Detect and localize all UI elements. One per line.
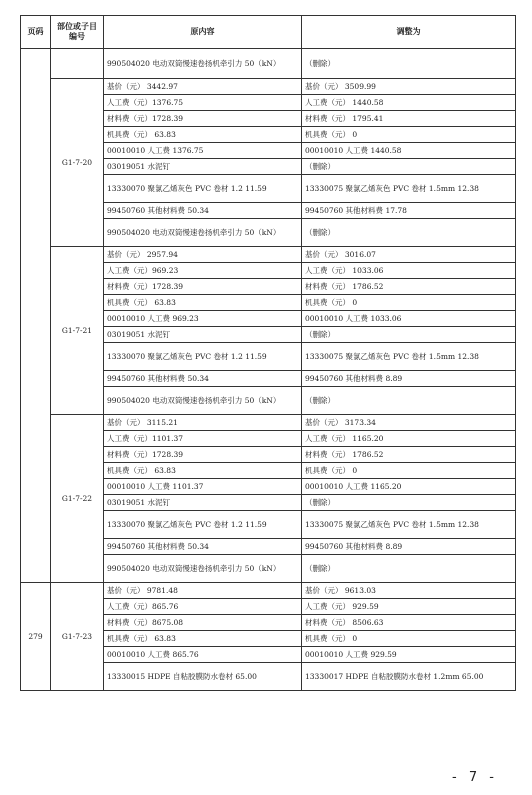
page-number: - 7 - (452, 770, 498, 785)
original-cell: 基价（元） 9781.48 (104, 583, 302, 599)
code-cell: G1-7-20 (51, 79, 104, 247)
adjusted-cell: 材料费（元） 8506.63 (302, 615, 516, 631)
adjusted-cell: （删除） (302, 327, 516, 343)
original-cell: 00010010 人工费 969.23 (104, 311, 302, 327)
original-cell: 基价（元） 3442.97 (104, 79, 302, 95)
original-cell: 00010010 人工费 1101.37 (104, 479, 302, 495)
table-body (21, 49, 516, 691)
original-cell: 03019051 水泥钉 (104, 159, 302, 175)
original-cell: 99450760 其他材料费 50.34 (104, 203, 302, 219)
original-cell: 机具费（元） 63.83 (104, 127, 302, 143)
code-cell: G1-7-22 (51, 415, 104, 583)
adjusted-cell: 13330075 聚氯乙烯灰色 PVC 卷材 1.5mm 12.38 (302, 511, 516, 539)
code-cell: G1-7-21 (51, 247, 104, 415)
adjusted-cell: 99450760 其他材料费 8.89 (302, 539, 516, 555)
adjusted-cell: 99450760 其他材料费 17.78 (302, 203, 516, 219)
table-row (21, 247, 516, 263)
original-cell: 机具费（元） 63.83 (104, 295, 302, 311)
adjusted-cell: 人工费（元） 1165.20 (302, 431, 516, 447)
adjusted-cell: 人工费（元） 1033.06 (302, 263, 516, 279)
adjusted-cell: 人工费（元） 929.59 (302, 599, 516, 615)
adjusted-cell: 基价（元） 9613.03 (302, 583, 516, 599)
original-cell: 机具费（元） 63.83 (104, 631, 302, 647)
header-page: 页码 (21, 16, 51, 49)
original-cell: 13330070 聚氯乙烯灰色 PVC 卷材 1.2 11.59 (104, 343, 302, 371)
adjusted-cell: 材料费（元） 1786.52 (302, 279, 516, 295)
adjusted-cell: 00010010 人工费 1033.06 (302, 311, 516, 327)
code-cell: G1-7-23 (51, 583, 104, 691)
adjusted-cell: 机具费（元） 0 (302, 295, 516, 311)
header-original: 原内容 (104, 16, 302, 49)
original-cell: 990504020 电动双筒慢速卷扬机牵引力 50（kN） (104, 49, 302, 79)
adjusted-cell: 00010010 人工费 1165.20 (302, 479, 516, 495)
original-cell: 99450760 其他材料费 50.34 (104, 371, 302, 387)
adjusted-cell: 基价（元） 3509.99 (302, 79, 516, 95)
original-cell: 材料费（元）1728.39 (104, 111, 302, 127)
adjusted-cell: 00010010 人工费 1440.58 (302, 143, 516, 159)
adjusted-cell: 13330075 聚氯乙烯灰色 PVC 卷材 1.5mm 12.38 (302, 343, 516, 371)
adjusted-cell: （删除） (302, 555, 516, 583)
original-cell: 990504020 电动双筒慢速卷扬机牵引力 50（kN） (104, 219, 302, 247)
adjusted-cell: 材料费（元） 1795.41 (302, 111, 516, 127)
page-cell: 279 (21, 583, 51, 691)
adjusted-cell: 13330017 HDPE 自粘胶膜防水卷材 1.2mm 65.00 (302, 663, 516, 691)
original-cell: 机具费（元） 63.83 (104, 463, 302, 479)
adjusted-cell: 基价（元） 3173.34 (302, 415, 516, 431)
table-row (21, 415, 516, 431)
adjusted-cell: 13330075 聚氯乙烯灰色 PVC 卷材 1.5mm 12.38 (302, 175, 516, 203)
original-cell: 基价（元） 2957.94 (104, 247, 302, 263)
original-cell: 材料费（元）1728.39 (104, 447, 302, 463)
original-cell: 00010010 人工费 865.76 (104, 647, 302, 663)
original-cell: 13330015 HDPE 自粘胶膜防水卷材 65.00 (104, 663, 302, 691)
header-adjusted: 调整为 (302, 16, 516, 49)
adjusted-cell: （删除） (302, 495, 516, 511)
original-cell: 03019051 水泥钉 (104, 495, 302, 511)
page-cell (21, 49, 51, 583)
adjustment-table (20, 15, 516, 691)
table-row (21, 583, 516, 599)
original-cell: 99450760 其他材料费 50.34 (104, 539, 302, 555)
adjusted-cell: 00010010 人工费 929.59 (302, 647, 516, 663)
adjusted-cell: （删除） (302, 49, 516, 79)
header-row (21, 16, 516, 49)
original-cell: 人工费（元）1376.75 (104, 95, 302, 111)
adjusted-cell: （删除） (302, 159, 516, 175)
original-cell: 材料费（元）8675.08 (104, 615, 302, 631)
header-code: 部位或子目编号 (51, 16, 104, 49)
original-cell: 人工费（元）969.23 (104, 263, 302, 279)
adjusted-cell: 机具费（元） 0 (302, 631, 516, 647)
original-cell: 人工费（元）1101.37 (104, 431, 302, 447)
adjusted-cell: 机具费（元） 0 (302, 127, 516, 143)
original-cell: 00010010 人工费 1376.75 (104, 143, 302, 159)
adjusted-cell: （删除） (302, 219, 516, 247)
original-cell: 13330070 聚氯乙烯灰色 PVC 卷材 1.2 11.59 (104, 175, 302, 203)
original-cell: 990504020 电动双筒慢速卷扬机牵引力 50（kN） (104, 387, 302, 415)
adjusted-cell: （删除） (302, 387, 516, 415)
original-cell: 基价（元） 3115.21 (104, 415, 302, 431)
code-cell (51, 49, 104, 79)
adjusted-cell: 人工费（元） 1440.58 (302, 95, 516, 111)
table-row (21, 79, 516, 95)
original-cell: 03019051 水泥钉 (104, 327, 302, 343)
table-row (21, 49, 516, 79)
original-cell: 材料费（元）1728.39 (104, 279, 302, 295)
adjusted-cell: 机具费（元） 0 (302, 463, 516, 479)
adjusted-cell: 材料费（元） 1786.52 (302, 447, 516, 463)
original-cell: 人工费（元）865.76 (104, 599, 302, 615)
adjusted-cell: 99450760 其他材料费 8.89 (302, 371, 516, 387)
adjusted-cell: 基价（元） 3016.07 (302, 247, 516, 263)
original-cell: 990504020 电动双筒慢速卷扬机牵引力 50（kN） (104, 555, 302, 583)
original-cell: 13330070 聚氯乙烯灰色 PVC 卷材 1.2 11.59 (104, 511, 302, 539)
